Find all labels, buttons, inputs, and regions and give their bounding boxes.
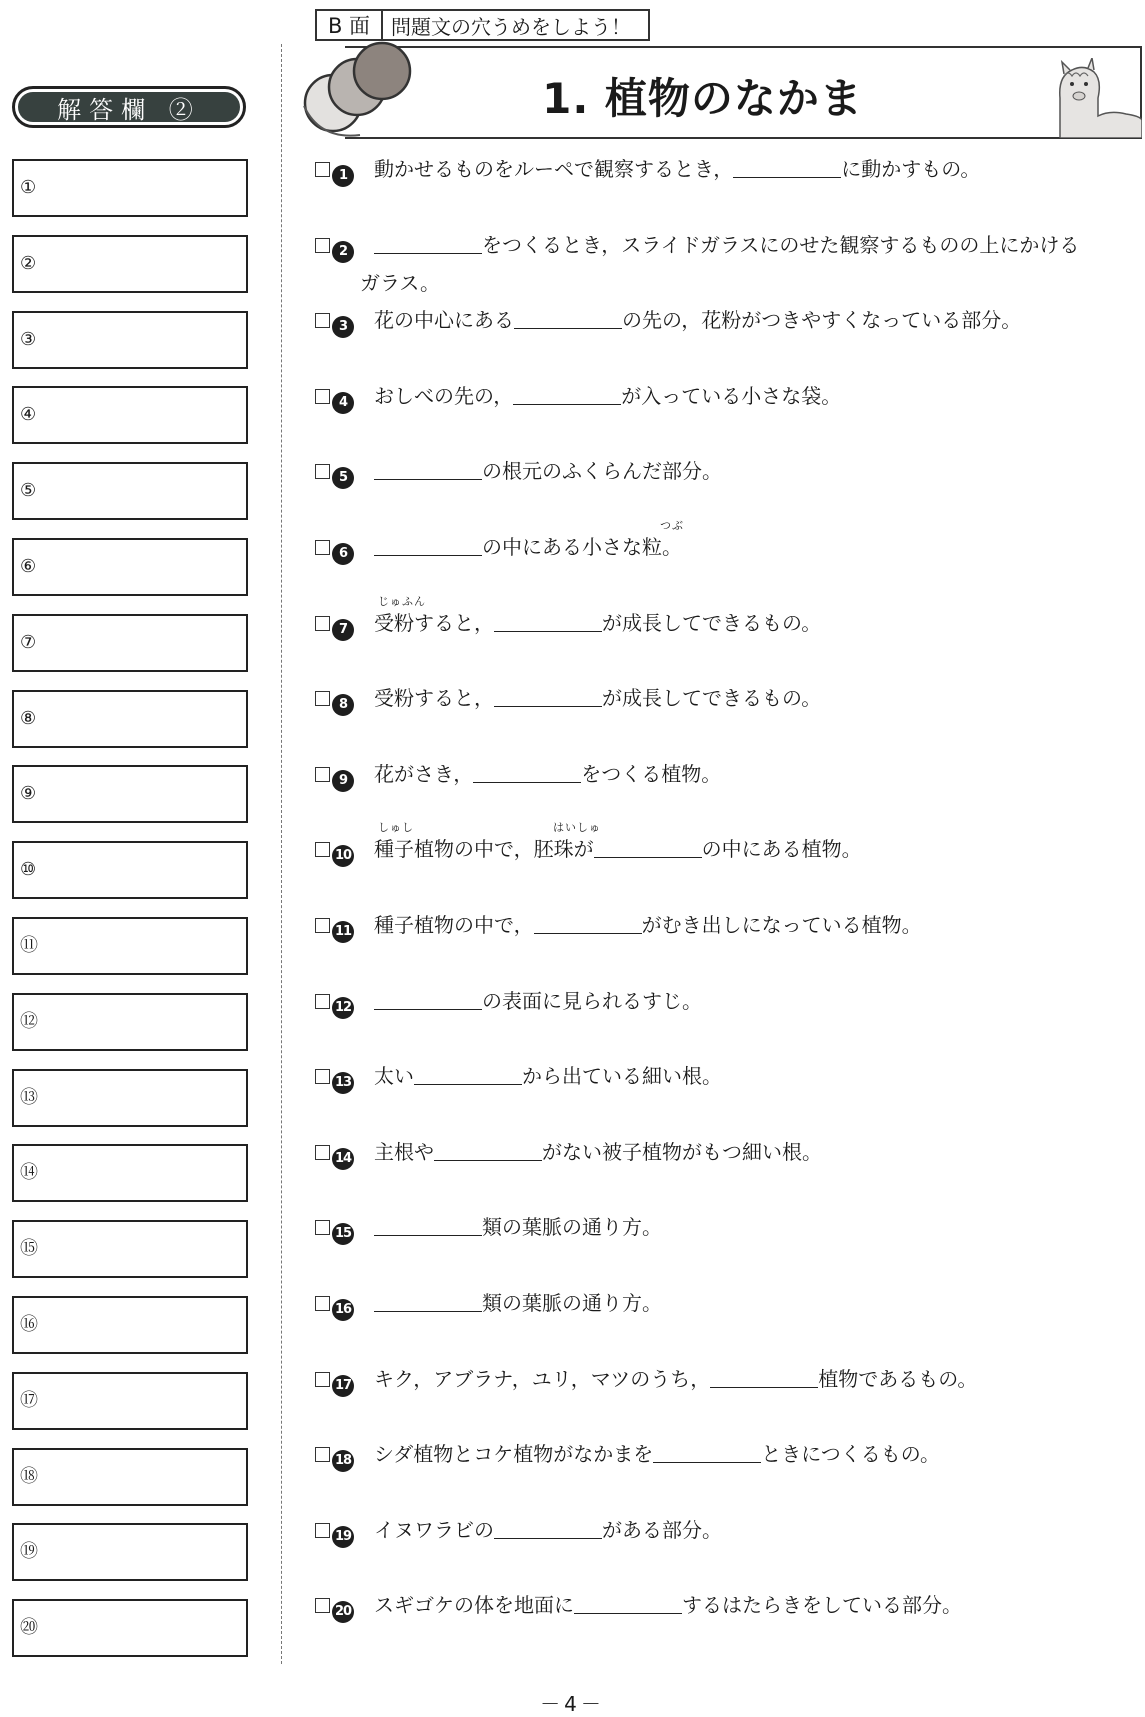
question-number-badge: 11 bbox=[332, 921, 354, 943]
answer-box-number: ⑪ bbox=[20, 935, 38, 956]
question-text bbox=[374, 1064, 722, 1088]
answer-box[interactable] bbox=[12, 841, 248, 899]
question-text bbox=[374, 1518, 722, 1542]
answer-box-number: ⑫ bbox=[20, 1010, 38, 1032]
question-text bbox=[374, 1367, 977, 1391]
question-text-after: に動かすもの。 bbox=[841, 157, 981, 181]
answer-box-number: ⑧ bbox=[20, 707, 37, 729]
answer-box[interactable] bbox=[12, 1220, 248, 1278]
answer-box-number: ① bbox=[20, 177, 37, 198]
answer-box[interactable] bbox=[12, 462, 248, 520]
question-text-after: がある部分。 bbox=[602, 1517, 722, 1542]
answer-box-number: ⑤ bbox=[20, 480, 37, 502]
fill-in-blank[interactable] bbox=[514, 308, 622, 329]
answer-box[interactable] bbox=[12, 690, 248, 748]
question-text-before: 太い bbox=[374, 1064, 414, 1089]
answer-box[interactable] bbox=[12, 1523, 248, 1581]
question-row bbox=[315, 761, 1140, 792]
question-text-before: 種子植物の中で， bbox=[374, 913, 534, 937]
fill-in-blank[interactable] bbox=[494, 1518, 602, 1539]
answer-box[interactable] bbox=[12, 386, 248, 444]
question-number-badge: 8 bbox=[332, 694, 354, 716]
fill-in-blank[interactable] bbox=[374, 233, 482, 254]
question-number-badge: 5 bbox=[332, 467, 354, 489]
question-text-after: 類の葉脈の通り方。 bbox=[482, 1215, 662, 1240]
answer-box[interactable] bbox=[12, 1448, 248, 1506]
answer-box-number: ⑰ bbox=[20, 1389, 38, 1411]
question-text-before: 花がさき， bbox=[374, 761, 474, 786]
answer-box-number: ⑯ bbox=[20, 1314, 38, 1335]
question-text-before: 動かせるものをルーペで観察するとき， bbox=[374, 157, 734, 181]
question-text-after: 植物であるもの。 bbox=[818, 1366, 978, 1391]
fill-in-blank[interactable] bbox=[710, 1367, 818, 1388]
question-checkbox[interactable] bbox=[315, 313, 330, 328]
answer-box-number: ⑳ bbox=[20, 1617, 38, 1639]
question-text bbox=[374, 611, 821, 635]
question-row bbox=[315, 1517, 1140, 1548]
question-text bbox=[374, 233, 1079, 257]
question-number-badge: 19 bbox=[332, 1526, 354, 1548]
question-text-after: がむき出しになっている植物。 bbox=[641, 913, 922, 937]
question-text bbox=[374, 1140, 822, 1164]
question-checkbox[interactable] bbox=[315, 1598, 330, 1613]
question-number-badge: 13 bbox=[332, 1072, 354, 1094]
fill-in-blank[interactable] bbox=[653, 1442, 761, 1463]
page-number: －4－ bbox=[540, 1692, 605, 1716]
furigana: しゅし bbox=[378, 821, 414, 835]
question-text-after: の先の，花粉がつきやすくなっている部分。 bbox=[622, 308, 1022, 333]
question-checkbox[interactable] bbox=[315, 238, 330, 253]
question-number-badge: 17 bbox=[332, 1375, 354, 1397]
question-row bbox=[315, 1366, 1140, 1397]
question-row bbox=[315, 1441, 1140, 1472]
furigana: つぶ bbox=[660, 519, 684, 532]
question-row bbox=[315, 912, 1140, 943]
question-text-before: イヌワラビの bbox=[374, 1517, 494, 1542]
question-checkbox[interactable] bbox=[315, 1372, 330, 1387]
question-text-after: の表面に見られるすじ。 bbox=[482, 988, 702, 1013]
question-text-after: ときにつくるもの。 bbox=[761, 1442, 941, 1467]
section-tab bbox=[315, 9, 650, 41]
alpaca-illustration-icon bbox=[1050, 58, 1142, 138]
fill-in-blank[interactable] bbox=[374, 1215, 482, 1236]
question-text-after: から出ている細い根。 bbox=[522, 1064, 722, 1089]
question-row bbox=[315, 307, 1140, 338]
answer-box[interactable] bbox=[12, 1069, 248, 1127]
question-text-before: 種子植物の中で，胚珠が bbox=[374, 837, 594, 862]
answer-box-number: ④ bbox=[20, 404, 37, 426]
question-text-before: シダ植物とコケ植物がなかまを bbox=[374, 1442, 654, 1467]
question-number-badge: 3 bbox=[332, 316, 354, 338]
question-text bbox=[374, 459, 722, 483]
fill-in-blank[interactable] bbox=[513, 384, 621, 405]
question-checkbox[interactable] bbox=[315, 767, 330, 782]
question-text-before: スギゴケの体を地面に bbox=[374, 1593, 574, 1618]
question-checkbox[interactable] bbox=[315, 540, 330, 555]
question-text-after: が成長してできるもの。 bbox=[602, 686, 822, 711]
answer-box[interactable] bbox=[12, 1296, 248, 1354]
question-text bbox=[374, 1593, 962, 1617]
question-checkbox[interactable] bbox=[315, 1069, 330, 1084]
answer-box[interactable] bbox=[12, 538, 248, 596]
answer-box-number: ⑱ bbox=[20, 1465, 38, 1487]
answer-box[interactable] bbox=[12, 1599, 248, 1657]
answer-box[interactable] bbox=[12, 993, 248, 1051]
question-checkbox[interactable] bbox=[315, 1523, 330, 1538]
fill-in-blank[interactable] bbox=[434, 1140, 542, 1161]
answer-box[interactable] bbox=[12, 311, 248, 369]
fill-in-blank[interactable] bbox=[594, 837, 702, 858]
question-text bbox=[374, 308, 1021, 332]
question-number-badge: 18 bbox=[332, 1450, 354, 1472]
question-number-badge: 6 bbox=[332, 543, 354, 565]
question-text bbox=[374, 686, 821, 710]
answer-column-header bbox=[12, 86, 246, 128]
question-number-badge: 12 bbox=[332, 997, 354, 1019]
answer-box[interactable] bbox=[12, 765, 248, 823]
answer-box[interactable] bbox=[12, 235, 248, 293]
question-row bbox=[315, 988, 1140, 1019]
question-text bbox=[374, 913, 922, 937]
question-text bbox=[374, 989, 702, 1013]
answer-box[interactable] bbox=[12, 1144, 248, 1202]
question-number-badge: 4 bbox=[332, 392, 354, 414]
question-row bbox=[315, 383, 1140, 414]
question-text-after: が入っている小さな袋。 bbox=[621, 383, 842, 408]
question-checkbox[interactable] bbox=[315, 162, 330, 177]
question-row bbox=[315, 1063, 1140, 1094]
question-text-before: 受粉すると， bbox=[374, 610, 494, 635]
question-row bbox=[315, 685, 1140, 716]
question-number-badge: 16 bbox=[332, 1299, 354, 1321]
question-row bbox=[315, 836, 1140, 867]
question-text-before: おしべの先の， bbox=[374, 383, 514, 408]
section-face-label: B 面 bbox=[317, 11, 383, 39]
question-row bbox=[315, 232, 1140, 263]
answer-box-number: ② bbox=[20, 252, 37, 274]
question-checkbox[interactable] bbox=[315, 1145, 330, 1160]
furigana: はいしゅ bbox=[553, 821, 601, 835]
question-text-after: の中にある植物。 bbox=[701, 837, 862, 862]
answer-box[interactable] bbox=[12, 159, 248, 217]
question-text bbox=[374, 1215, 662, 1239]
answer-box-number: ⑮ bbox=[20, 1238, 38, 1260]
question-number-badge: 14 bbox=[332, 1148, 354, 1170]
question-number-badge: 9 bbox=[332, 770, 354, 792]
answer-box-number: ⑨ bbox=[20, 783, 37, 805]
furigana: じゅふん bbox=[378, 594, 426, 608]
question-text bbox=[374, 837, 862, 861]
fill-in-blank[interactable] bbox=[374, 535, 482, 556]
question-number-badge: 10 bbox=[332, 845, 354, 867]
question-checkbox[interactable] bbox=[315, 918, 330, 933]
question-text-after: がない被子植物がもつ細い根。 bbox=[542, 1139, 822, 1164]
fill-in-blank[interactable] bbox=[494, 686, 602, 707]
question-checkbox[interactable] bbox=[315, 1296, 330, 1311]
question-text-before: 花の中心にある bbox=[374, 308, 514, 333]
question-text-before: キク，アブラナ，ユリ，マツのうち， bbox=[374, 1366, 711, 1391]
answer-box-number: ⑩ bbox=[20, 859, 37, 881]
fill-in-blank[interactable] bbox=[494, 611, 602, 632]
question-checkbox[interactable] bbox=[315, 389, 330, 404]
question-number-badge: 1 bbox=[332, 165, 354, 187]
question-text bbox=[374, 1291, 662, 1315]
question-text-before: 受粉すると， bbox=[374, 686, 494, 711]
fill-in-blank[interactable] bbox=[473, 762, 581, 783]
answer-box-number: ③ bbox=[20, 328, 37, 350]
title-banner bbox=[345, 46, 1142, 139]
question-row bbox=[315, 1592, 1140, 1623]
question-number-badge: 2 bbox=[332, 241, 354, 263]
fill-in-blank[interactable] bbox=[374, 989, 482, 1010]
answer-box-number: ⑲ bbox=[20, 1541, 38, 1563]
fill-in-blank[interactable] bbox=[534, 913, 642, 934]
question-row bbox=[315, 1214, 1140, 1245]
question-checkbox[interactable] bbox=[315, 994, 330, 1009]
decorative-circles-icon bbox=[300, 40, 430, 140]
question-checkbox[interactable] bbox=[315, 842, 330, 857]
question-text-before: 主根や bbox=[374, 1139, 434, 1164]
question-text-after: が成長してできるもの。 bbox=[602, 610, 822, 635]
question-row bbox=[315, 1139, 1140, 1170]
question-number-badge: 7 bbox=[332, 619, 354, 641]
question-checkbox[interactable] bbox=[315, 1220, 330, 1235]
fill-in-blank[interactable] bbox=[374, 1291, 482, 1312]
question-text-after: の根元のふくらんだ部分。 bbox=[482, 459, 722, 484]
fill-in-blank[interactable] bbox=[733, 157, 841, 178]
page-title: 1. 植物のなかま bbox=[542, 74, 863, 123]
question-checkbox[interactable] bbox=[315, 616, 330, 631]
question-checkbox[interactable] bbox=[315, 691, 330, 706]
fill-in-blank[interactable] bbox=[414, 1064, 522, 1085]
question-text bbox=[374, 535, 682, 559]
answer-box-number: ⑥ bbox=[20, 556, 37, 577]
question-text bbox=[374, 762, 721, 786]
question-row bbox=[315, 610, 1140, 641]
question-text bbox=[374, 157, 980, 181]
answer-box-number: ⑭ bbox=[20, 1162, 38, 1184]
column-divider bbox=[281, 44, 282, 1664]
question-checkbox[interactable] bbox=[315, 1447, 330, 1462]
answer-box-number: ⑦ bbox=[20, 631, 37, 653]
question-number-badge: 15 bbox=[332, 1223, 354, 1245]
answer-column-header-label: 解答欄 ② bbox=[18, 92, 240, 122]
question-text-after: するはたらきをしている部分。 bbox=[682, 1593, 962, 1618]
question-row bbox=[315, 458, 1140, 489]
question-text bbox=[374, 384, 841, 408]
question-row bbox=[315, 534, 1140, 565]
question-text-after: の中にある小さな粒。 bbox=[482, 535, 682, 559]
question-text-continuation: ガラス。 bbox=[360, 270, 440, 295]
answer-box[interactable] bbox=[12, 917, 248, 975]
question-row bbox=[315, 156, 1140, 187]
answer-box[interactable] bbox=[12, 1372, 248, 1430]
answer-box-number: ⑬ bbox=[20, 1086, 38, 1108]
question-checkbox[interactable] bbox=[315, 464, 330, 479]
question-text-after: 類の葉脈の通り方。 bbox=[482, 1291, 662, 1315]
fill-in-blank[interactable] bbox=[374, 459, 482, 480]
question-row bbox=[315, 1290, 1140, 1321]
question-text bbox=[374, 1442, 940, 1466]
answer-box[interactable] bbox=[12, 614, 248, 672]
question-text-after: をつくるとき，スライドガラスにのせた観察するものの上にかける bbox=[482, 232, 1080, 257]
question-text-after: をつくる植物。 bbox=[581, 761, 722, 786]
fill-in-blank[interactable] bbox=[574, 1593, 682, 1614]
question-number-badge: 20 bbox=[332, 1601, 354, 1623]
section-instruction: 問題文の穴うめをしよう！ bbox=[391, 14, 631, 39]
